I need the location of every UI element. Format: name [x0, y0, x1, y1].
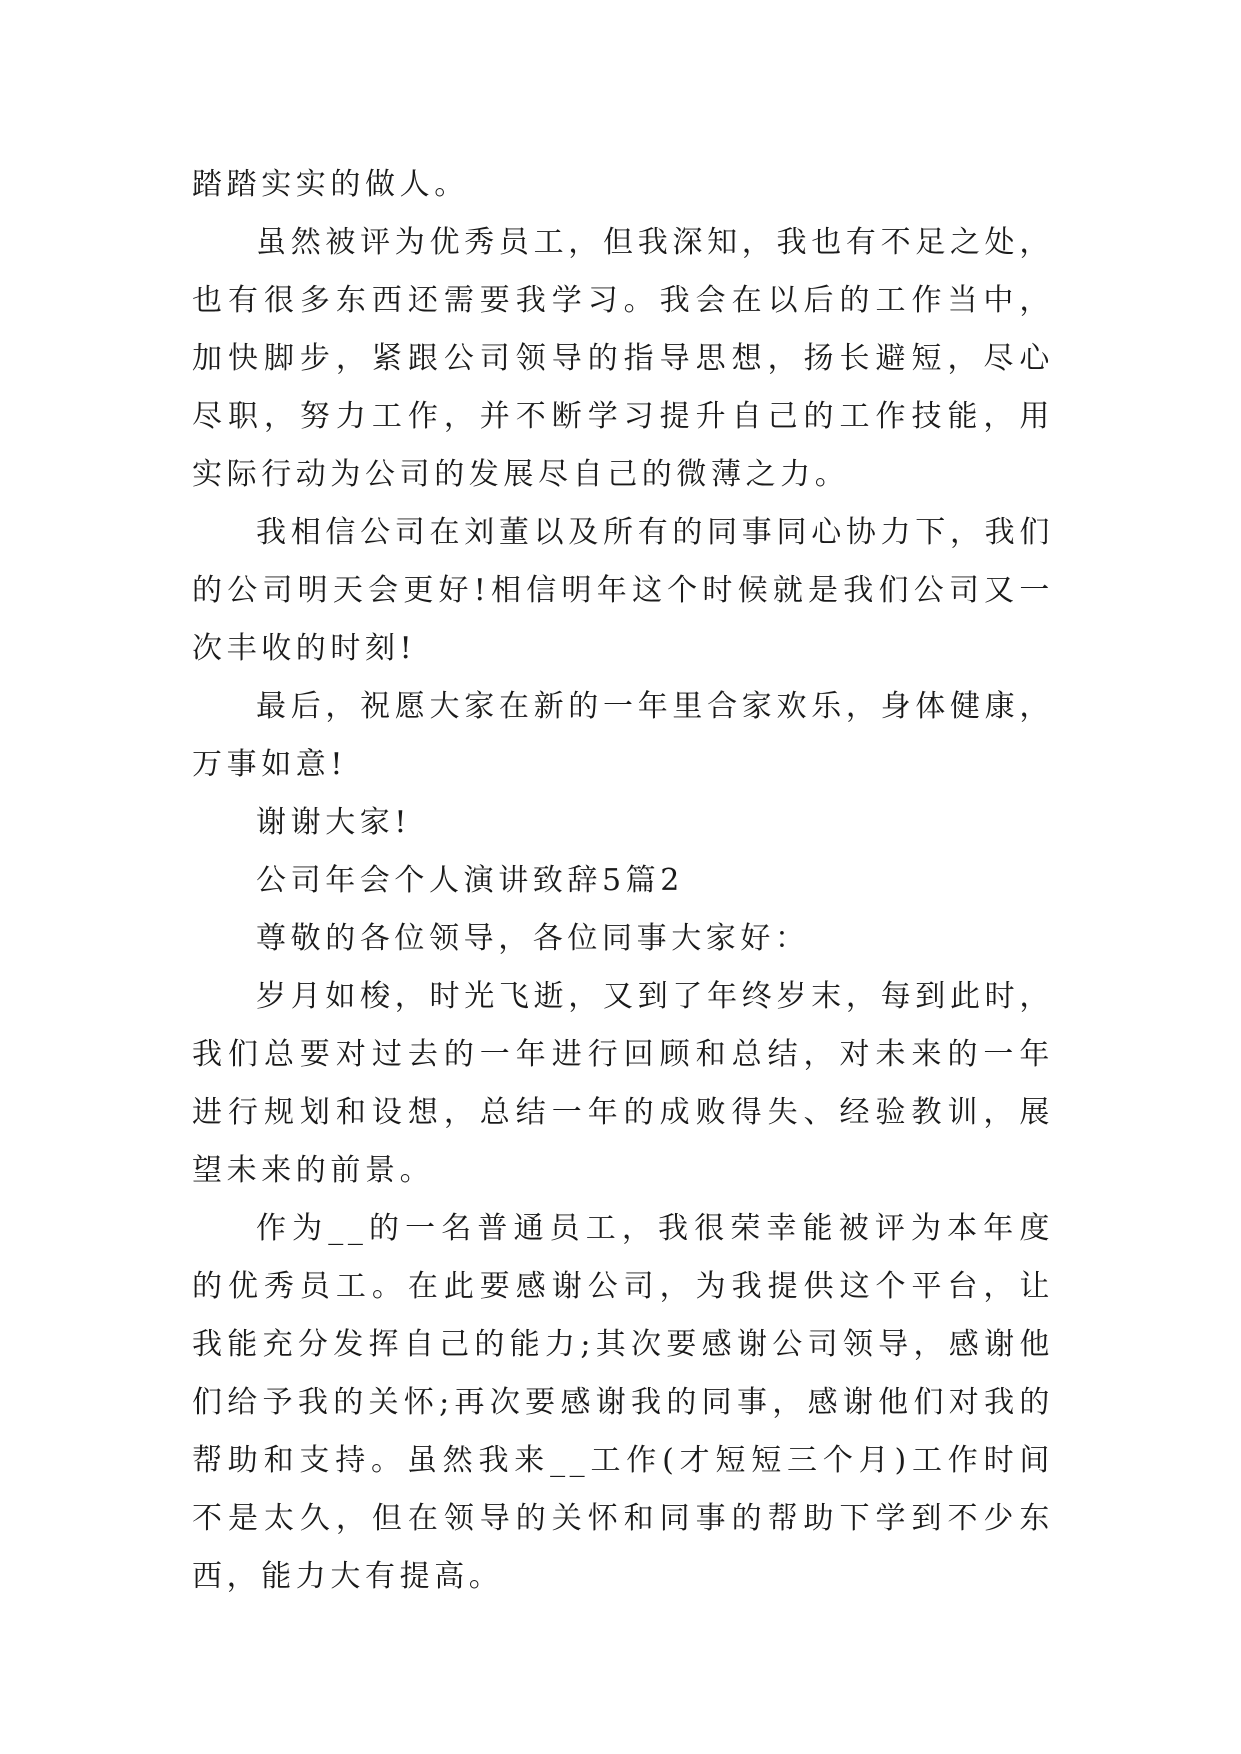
paragraph-3: 我相信公司在刘董以及所有的同事同心协力下，我们的公司明天会更好!相信明年这个时候就是我们公司又一次丰收的时刻!: [192, 515, 1054, 666]
paragraph-8: 岁月如梭，时光飞逝，又到了年终岁末，每到此时，我们总要对过去的一年进行回顾和总结，对未来的一年进行规划和设想，总结一年的成败得失、经验教训，展望未来的前景。: [192, 979, 1054, 1188]
paragraph-1: 踏踏实实的做人。: [192, 167, 469, 202]
section-heading: 公司年会个人演讲致辞5篇2: [256, 863, 684, 898]
salutation: 尊敬的各位领导，各位同事大家好：: [256, 921, 810, 956]
paragraph-4: 最后，祝愿大家在新的一年里合家欢乐，身体健康，万事如意!: [192, 689, 1054, 782]
paragraph-9: 作为__的一名普通员工，我很荣幸能被评为本年度的优秀员工。在此要感谢公司，为我提供这个平台，让我能充分发挥自己的能力;其次要感谢公司领导，感谢他们给予我的关怀;再次要感谢我的同事，感谢他们对我的帮助和支持。虽然我来__工作(才短短三个月)工作时间不是太久，但在领导的关怀和同事的帮助下学到不少东西，能力大有提高。: [192, 1211, 1054, 1594]
document-body: [192, 156, 1054, 1606]
paragraph-2: 虽然被评为优秀员工，但我深知，我也有不足之处，也有很多东西还需要我学习。我会在以后的工作当中，加快脚步，紧跟公司领导的指导思想，扬长避短，尽心尽职，努力工作，并不断学习提升自己的工作技能，用实际行动为公司的发展尽自己的微薄之力。: [192, 225, 1054, 492]
paragraph-5: 谢谢大家!: [256, 805, 412, 840]
